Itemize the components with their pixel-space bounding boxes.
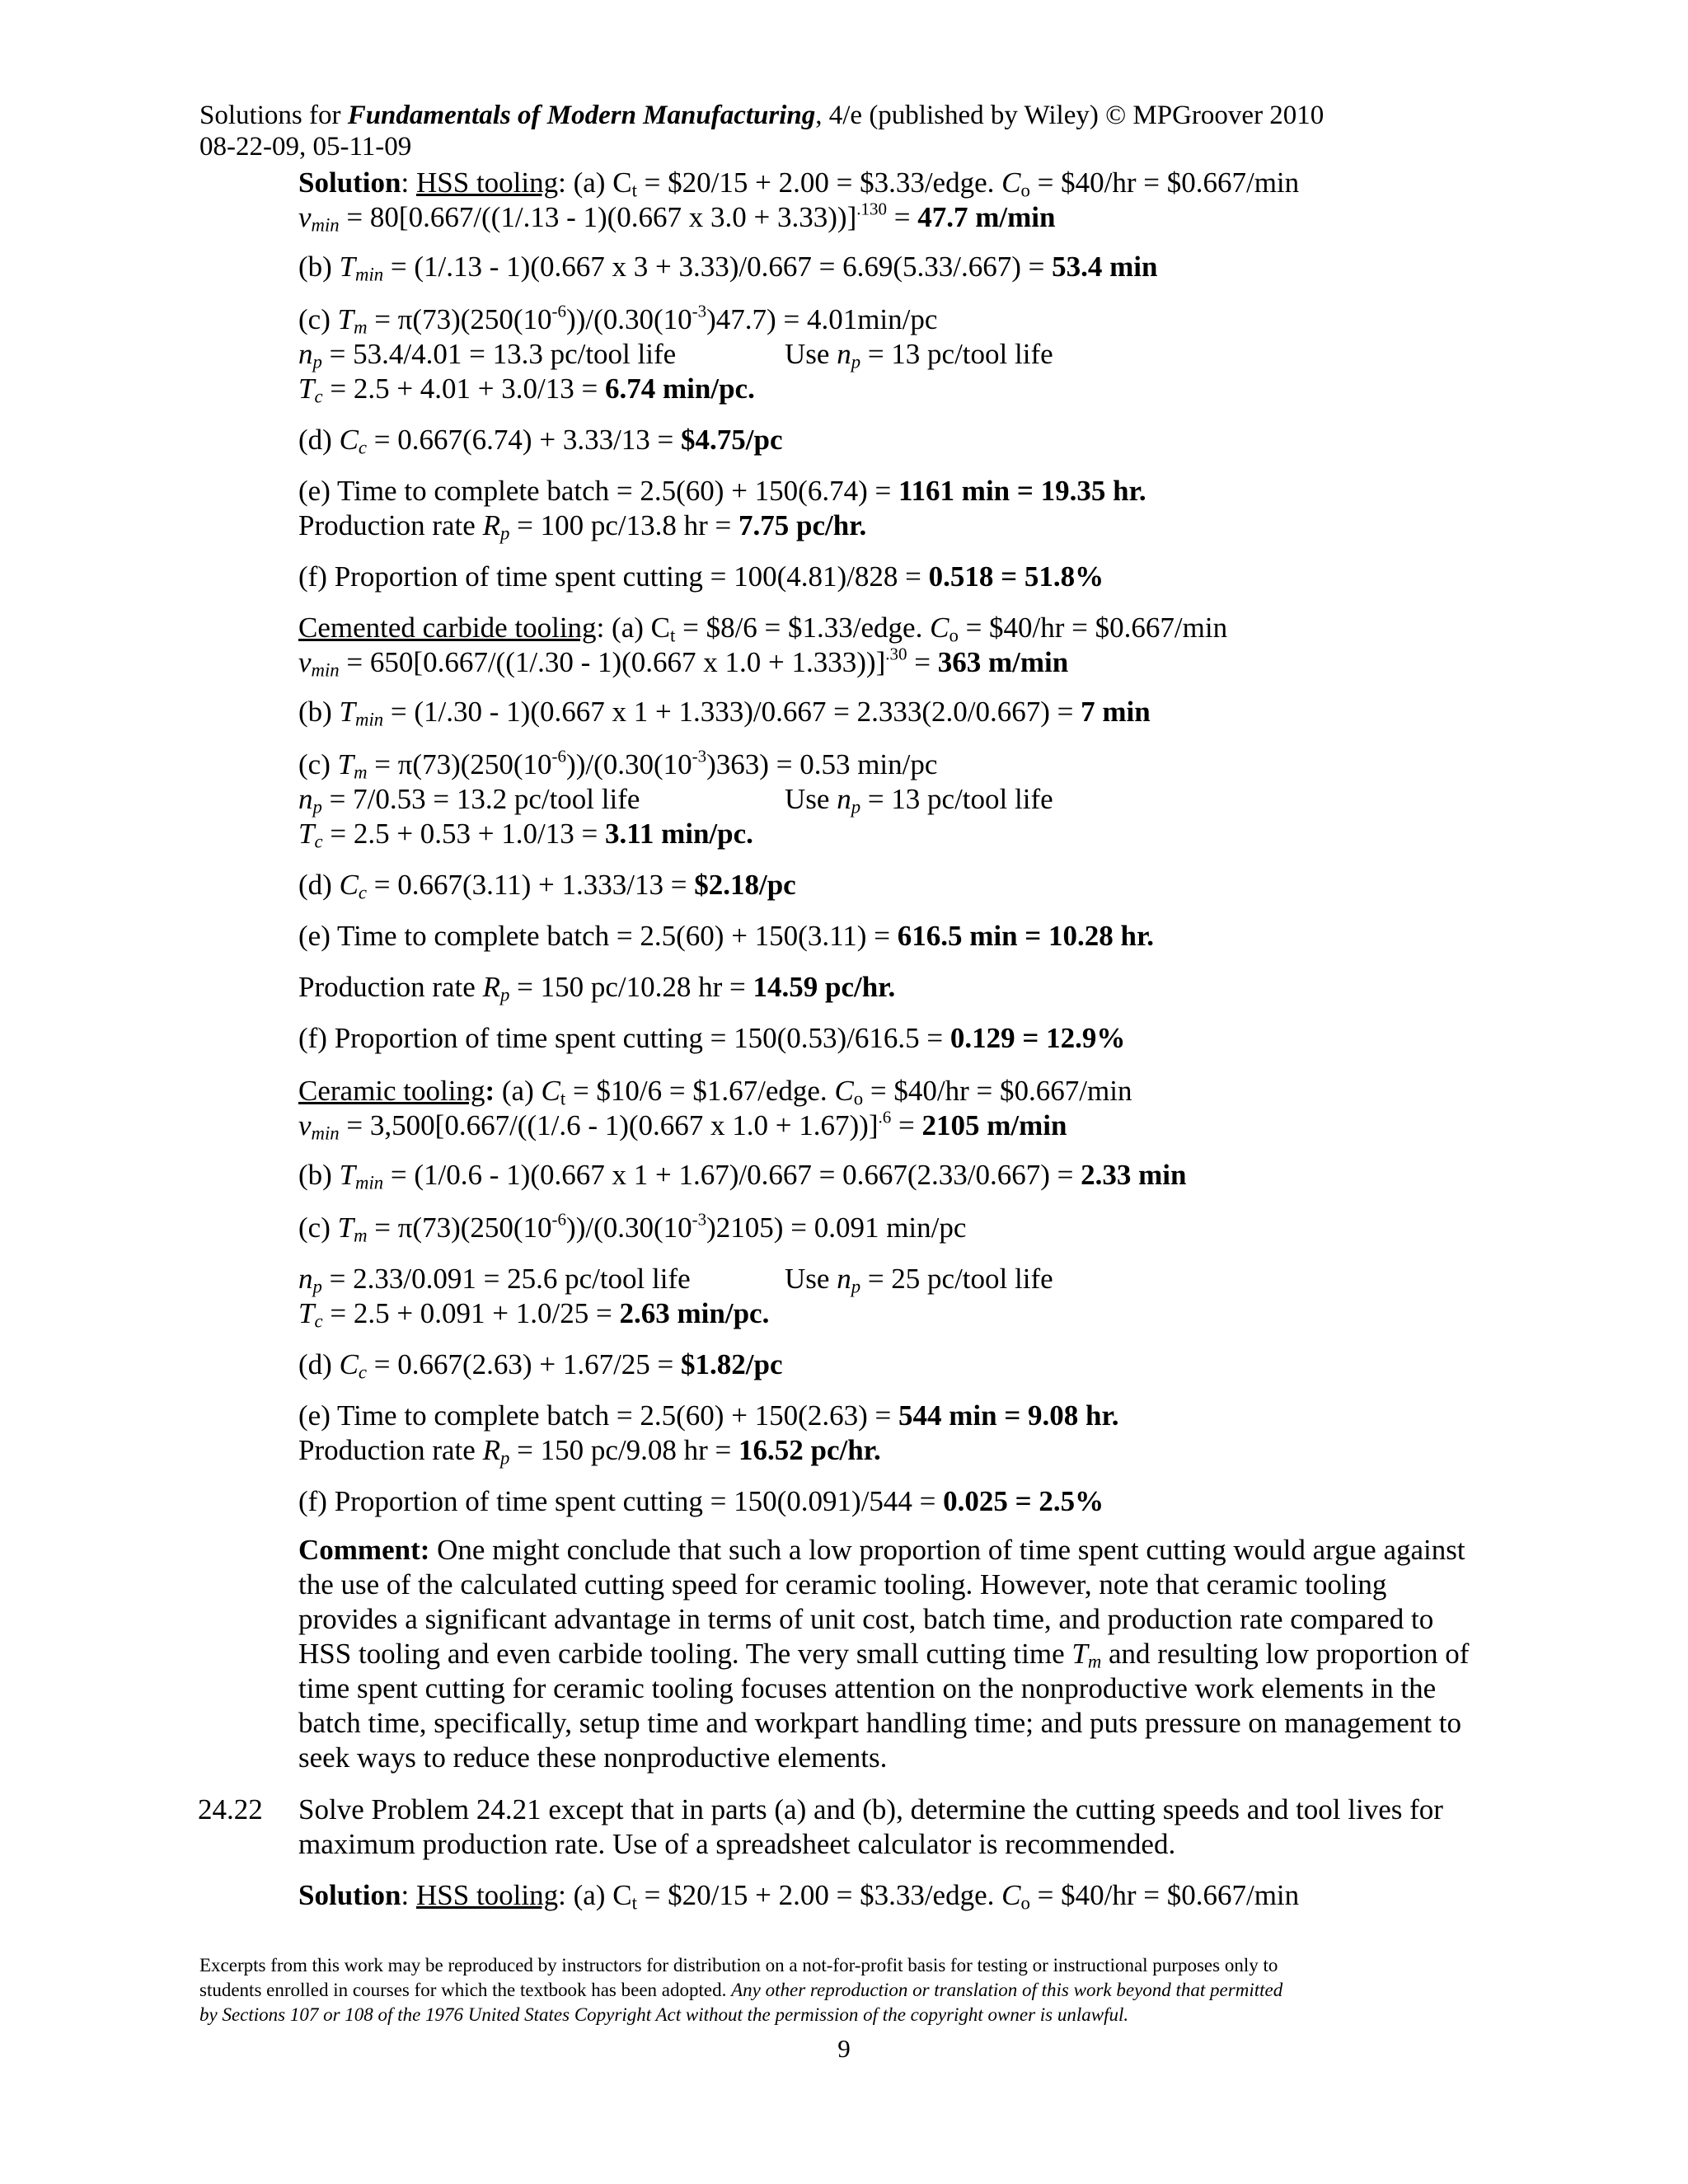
- ceramic-line-a1: Ceramic tooling: (a) $C_t$ = $10/6 = $1.67/edge. $C_o$ = $40/hr = $0.667/min: [298, 1075, 1132, 1109]
- problem-statement-2: maximum production rate. Use of a spreadsheet calculator is recommended.: [298, 1828, 1176, 1860]
- hss-line-b: (b) $T_{min} = (1/.13 - 1)(0.667$ x 3 + 3.33)/0.667 = 6.69(5.33/.667) = 53.4 min: [298, 251, 1158, 285]
- footer-line-3: by Sections 107 or 108 of the 1976 United States Copyright Act without the permission of the copyright owner is unlawful.: [199, 2004, 1129, 2025]
- ceramic-line-f: (f) Proportion of time spent cutting = 150(0.091)/544 = 0.025 = 2.5%: [298, 1485, 1104, 1517]
- problem-solution-line: Solution: HSS tooling: (a) $C_t$ = $20/15 + 2.00 = $3.33/edge. $C_o$ = $40/hr = $0.667/min: [298, 1879, 1300, 1914]
- hss-line-a1: Solution: HSS tooling: (a) $C_t$ = $20/15 + 2.00 = $3.33/edge. $C_o$ = $40/hr = $0.667/min: [298, 166, 1300, 201]
- carbide-line-f: (f) Proportion of time spent cutting = 150(0.53)/616.5 = 0.129 = 12.9%: [298, 1022, 1126, 1054]
- carbide-line-a2: $v_{min} = 650[0.667/((1/.30 - 1)(0.667$ x 1.0 + 1.333))]$^{.30}$ = 363 m/min: [298, 644, 1069, 681]
- carbide-line-d: (d) $C_c = 0.667(3.11) + 1.333/13$ = $2.18/pc: [298, 869, 796, 903]
- hss-line-e2: Production rate $R_p = 100$ pc/13.8 hr = 7.75 pc/hr.: [298, 509, 867, 544]
- page-number: 9: [837, 2034, 851, 2063]
- carbide-line-c2: $n_p = 7/0.53 = 13.2$ pc/tool life Use $n_p = 13$ pc/tool life: [298, 783, 1053, 818]
- footer-line-2: students enrolled in courses for which the textbook has been adopted. Any other reproduction or translation of this work beyond that permitted: [199, 1980, 1283, 2000]
- hss-line-a2: $v_{min} = 80[0.667/((1/.13 - 1)(0.667$ x 3.0 + 3.33))]$^{.130}$ = 47.7 m/min: [298, 199, 1056, 236]
- problem-statement-1: Solve Problem 24.21 except that in parts (a) and (b), determine the cutting speeds and tool lives for: [298, 1793, 1443, 1825]
- ceramic-line-d: (d) $C_c = 0.667(2.63) + 1.67/25$ = $1.82/pc: [298, 1348, 783, 1383]
- hss-line-c2: $n_p = 53.4/4.01 = 13.3$ pc/tool life Use $n_p = 13$ pc/tool life: [298, 338, 1053, 373]
- header-line: Solutions for Fundamentals of Modern Manufacturing, 4/e (published by Wiley) © MPGroover 2010: [199, 101, 1325, 130]
- ceramic-line-e2: Production rate $R_p = 150$ pc/9.08 hr = 16.52 pc/hr.: [298, 1434, 881, 1469]
- hss-line-c3: $T_c = 2.5 + 4.01 + 3.0/13 = 6.74$ min/pc.: [298, 373, 755, 407]
- hss-line-f: (f) Proportion of time spent cutting = 100(4.81)/828 = 0.518 = 51.8%: [298, 560, 1104, 593]
- footer-line-1: Excerpts from this work may be reproduced by instructors for distribution on a not-for-profit basis for testing or instructional purposes only to: [199, 1955, 1278, 1975]
- hss-line-d: (d) $C_c = 0.667(6.74) + 3.33/13$ = $4.75/pc: [298, 424, 783, 458]
- ceramic-line-c3: $T_c = 2.5 + 0.091 + 1.0/25 = 2.63$ min/pc.: [298, 1297, 770, 1332]
- comment-paragraph: Comment: One might conclude that such a low proportion of time spent cutting would argue against the use of the calculated cutting speed for ceramic tooling. However, note that ceramic tooling provides a significant advantage in terms of unit cost, batch time, and production rate compared to HSS tooling and even carbide tooling. The very small cutting time $T_m$ and resulting low proportion of time spent cutting for ceramic tooling focuses attention on the nonproductive work elements in the batch time, specifically, setup time and workpart handling time; and puts pressure on management to seek ways to reduce these nonproductive elements.: [298, 1534, 1470, 1774]
- ceramic-line-c2: $n_p = 2.33/0.091 = 25.6$ pc/tool life Use $n_p = 25$ pc/tool life: [298, 1263, 1053, 1297]
- ceramic-line-c1: (c) $T_m = \pi(73)(250(10^{-6}))/(0.30(10^{-3})2105) = 0.091$ min/pc: [298, 1209, 967, 1246]
- carbide-line-a1: Cemented carbide tooling: (a) $C_t$ = $8/6 = $1.33/edge. $C_o$ = $40/hr = $0.667/min: [298, 612, 1228, 646]
- carbide-line-e1: (e) Time to complete batch = 2.5(60) + 150(3.11) = 616.5 min = 10.28 hr.: [298, 920, 1155, 952]
- hss-line-c1: (c) $T_m = \pi(73)(250(10^{-6}))/(0.30(10^{-3})47.7) = 4.01\min/pc$: [298, 301, 938, 338]
- ceramic-line-e1: (e) Time to complete batch = 2.5(60) + 150(2.63) = 544 min = 9.08 hr.: [298, 1399, 1119, 1432]
- carbide-line-e2: Production rate $R_p = 150$ pc/10.28 hr = 14.59 pc/hr.: [298, 971, 896, 1005]
- carbide-line-c1: (c) $T_m = \pi(73)(250(10^{-6}))/(0.30(10^{-3})363) = 0.53$ min/pc: [298, 746, 938, 783]
- header-dates: 08-22-09, 05-11-09: [199, 132, 412, 162]
- problem-number: 24.22: [198, 1793, 263, 1825]
- hss-line-e1: (e) Time to complete batch = 2.5(60) + 150(6.74) = 1161 min = 19.35 hr.: [298, 475, 1146, 507]
- carbide-line-c3: $T_c = 2.5 + 0.53 + 1.0/13 = 3.11$ min/pc.: [298, 818, 753, 852]
- book-title: Fundamentals of Modern Manufacturing: [347, 101, 816, 130]
- carbide-line-b: (b) $T_{min} = (1/.30 - 1)(0.667$ x 1 + 1.333)/0.667 = 2.333(2.0/0.667) = 7 min: [298, 696, 1151, 730]
- ceramic-line-b: (b) $T_{min} = (1/0.6 - 1)(0.667$ x 1 + 1.67)/0.667 = 0.667(2.33/0.667) = 2.33 min: [298, 1159, 1187, 1193]
- ceramic-line-a2: $v_{min} = 3,500[0.667/((1/.6 - 1)(0.667$ x 1.0 + 1.67))]$^{.6}$ = 2105 m/min: [298, 1107, 1067, 1144]
